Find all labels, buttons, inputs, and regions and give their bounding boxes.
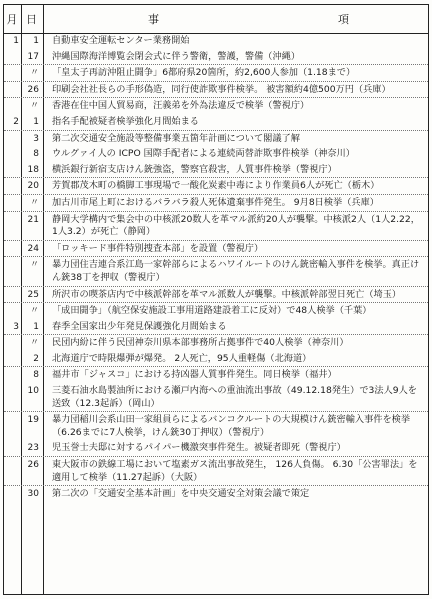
table-row (4, 33, 428, 49)
table-row (4, 178, 428, 195)
row-month (4, 303, 21, 306)
row-matter: 北海道庁で時限爆弾が爆発。 2人死亡，95人重軽傷（北海道） (52, 352, 312, 364)
table-row (4, 486, 428, 502)
row-month (4, 287, 21, 290)
row-matter: 自動車安全運転センター業務開始 (52, 35, 190, 46)
table-row (4, 351, 428, 368)
row-day: 19 (27, 415, 39, 426)
table-row (4, 212, 428, 241)
row-month: 3 (13, 321, 19, 332)
table-row (4, 367, 428, 383)
table-row (4, 49, 428, 66)
row-matter: 民団内紛に伴う民団神奈川県本部事務所占拠事件で40人検挙（神奈川） (52, 337, 349, 349)
row-matter: 所沢市の喫茶店内で中核派幹部を革マル派数人が襲撃。中核派幹部翌日死亡（埼玉） (52, 288, 402, 300)
table-row (4, 114, 428, 131)
header-matter-right: 項 (338, 13, 350, 26)
row-day: 〃 (29, 101, 39, 112)
row-day: 〃 (29, 260, 39, 271)
row-matter: 芳賀郡茂木町の橋脚工事現場で一酸化炭素中毒により作業員6人が死亡（栃木） (52, 180, 380, 192)
row-day: 3 (33, 133, 39, 144)
row-matter: 第二次の「交通安全基本計画」を中央交通安全対策会議で策定 (52, 488, 310, 500)
table-body (4, 33, 428, 502)
row-day: 1 (33, 116, 39, 127)
table-row (4, 241, 428, 258)
row-month (4, 257, 21, 260)
row-matter: 静岡大学構内で集会中の中核派20数人を革マル派約20人が襲撃。中核派2人（1人2.22，1人3.2）が死亡（静岡） (52, 213, 420, 238)
row-month: 1 (13, 36, 19, 46)
header-day: 日 (26, 13, 38, 26)
row-day: 2 (33, 353, 39, 364)
row-matter: 指名手配被疑者検挙強化月間始まる (52, 115, 199, 127)
table-row (4, 82, 428, 99)
row-day: 20 (27, 181, 39, 192)
row-month (4, 65, 21, 68)
row-month (4, 367, 21, 370)
row-matter: 「成田闘争」（航空保安施設工事用道路建設着工に反対）で48人検挙（千葉） (52, 305, 372, 317)
row-matter: 印刷会社社長らの手形偽造，同行使詐欺事件検挙。 被害額約4億500万円（兵庫） (52, 83, 391, 95)
row-month: 2 (13, 116, 19, 127)
row-month (4, 457, 21, 460)
table-row (4, 146, 428, 162)
row-month (4, 212, 21, 215)
row-month (4, 178, 21, 181)
table-row (4, 303, 428, 319)
row-day: 10 (27, 386, 39, 397)
row-month (4, 98, 21, 101)
row-month (4, 82, 21, 85)
table-row (4, 162, 428, 179)
row-day: 〃 (29, 197, 39, 208)
row-month (4, 146, 21, 149)
row-month (4, 383, 21, 386)
row-month (4, 241, 21, 244)
row-month (4, 351, 21, 354)
row-day: 1 (33, 321, 39, 332)
table-row (4, 98, 428, 114)
row-month (4, 162, 21, 165)
row-day: 30 (27, 489, 39, 500)
row-matter: 加古川市尾上町におけるバラバラ殺人死体遺棄事件発生。 9月8日検挙（兵庫） (52, 196, 379, 208)
row-matter: ウルグァイ人の ICPO 国際手配者による連続両替詐欺事件検挙（神奈川） (52, 148, 355, 160)
table-row (4, 412, 428, 440)
row-matter: 沖縄国際海洋博覧会閉会式に伴う警衛，警護，警備（沖縄） (52, 50, 301, 62)
row-day: 17 (27, 51, 39, 62)
row-day: 26 (27, 460, 39, 471)
header-matter-left: 事 (148, 13, 160, 26)
row-matter: 福井市「ジャスコ」における持凶器人質事件発生。同日検挙（福井） (52, 369, 337, 381)
row-matter: 暴力団住吉連合系江島一家幹部らによるハワイルートのけん銃密輸入事件を検挙。真正けん銃38丁を押収（警視庁） (52, 259, 420, 283)
table-row (4, 257, 428, 286)
row-matter: 東大阪市の鉄線工場において塩素ガス流出事故発生， 126人負傷。 6.30「公害罪法」を適用して検挙（11.27起訴）（大阪） (52, 459, 418, 483)
table-row (4, 131, 428, 147)
row-day: 25 (27, 289, 39, 300)
row-matter: 暴力団稲川会系山田一家組員らによるバンコクルートの大規模けん銃密輸入事件を検挙（6.26までに7人検挙，けん銃30丁押収）（警視庁） (52, 414, 411, 438)
row-month (4, 412, 21, 415)
row-month (4, 335, 21, 338)
row-month (4, 486, 21, 489)
header-month: 月 (6, 13, 19, 26)
table-row (4, 287, 428, 304)
row-day: 21 (27, 214, 39, 225)
table-row (4, 335, 428, 351)
table-row (4, 440, 428, 457)
row-day: 26 (27, 84, 39, 95)
row-matter: 「ロッキード事件特別捜査本部」を設置（警視庁） (52, 242, 264, 254)
row-day: 〃 (29, 338, 39, 349)
row-day: 8 (33, 370, 39, 381)
row-month (4, 440, 21, 443)
row-matter: 「皇太子再訪沖阻止闘争」6都府県20箇所，約2,600人参加（1.18まで） (52, 67, 356, 79)
row-day: 24 (27, 243, 39, 254)
row-month (4, 131, 21, 134)
row-day: 〃 (29, 306, 39, 317)
row-day: 18 (27, 164, 39, 175)
row-day: 1 (33, 36, 39, 46)
table-row (4, 195, 428, 212)
row-matter: 三菱石油水島製油所における瀬戸内海への重油流出事故（49.12.18発生）で3法人9人を送致（12.3起訴）（岡山） (52, 385, 417, 409)
row-day: 〃 (29, 68, 39, 79)
row-matter: 香港在住中国人貿易商，汪義弟を外為法違反で検挙（警視庁） (52, 100, 310, 112)
table-row (4, 457, 428, 486)
table-frame (3, 4, 429, 595)
row-matter: 児玉誉士夫邸に対するパイパー機激突事件発生。被疑者即死（警視庁） (52, 442, 346, 454)
row-month (4, 195, 21, 198)
row-matter: 春季全国家出少年発見保護強化月間始まる (52, 320, 227, 332)
table-header (4, 5, 428, 34)
table-row (4, 65, 428, 82)
table-row (4, 383, 428, 412)
row-matter: 横浜銀行新宿支店けん銃強盗，警察官殺害，人質事件検挙（警視庁） (52, 163, 337, 175)
row-day: 23 (27, 443, 39, 454)
row-day: 8 (33, 149, 39, 160)
row-matter: 第二次交通安全施設等整備事業五箇年計画について閣議了解 (52, 132, 300, 144)
table-row (4, 319, 428, 336)
row-month (4, 49, 21, 52)
